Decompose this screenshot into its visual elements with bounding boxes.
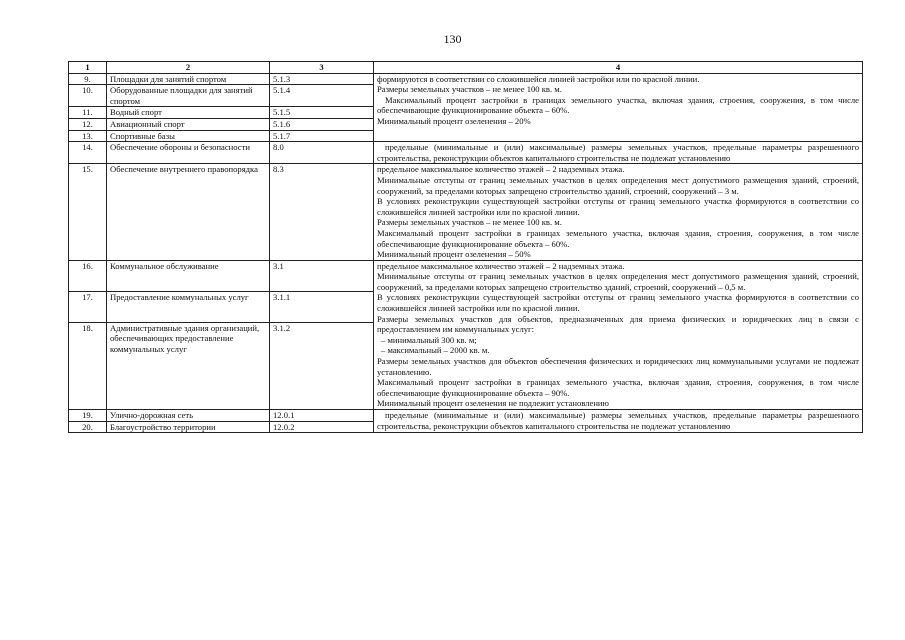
row-code: 12.0.2 bbox=[270, 421, 374, 433]
row-number: 16. bbox=[69, 260, 107, 291]
row-number: 14. bbox=[69, 142, 107, 164]
header-col-1: 1 bbox=[69, 62, 107, 74]
row-params-group-2 bbox=[374, 142, 863, 164]
header-col-3: 3 bbox=[270, 62, 374, 74]
param-list-item: – минимальный 300 кв. м; bbox=[381, 334, 477, 345]
param-text: формируются в соответствии со сложившейся линией застройки или по красной линии. bbox=[377, 73, 700, 84]
row-name: Спортивные базы bbox=[107, 130, 270, 142]
table-row bbox=[69, 73, 863, 85]
row-params-group-3 bbox=[374, 164, 863, 260]
row-name: Водный спорт bbox=[107, 107, 270, 119]
param-text: Размеры земельных участков – не менее 100 кв. м. bbox=[377, 217, 562, 228]
param-text: Размеры земельных участков для объектов, предназначенных для приема физических и юридических лиц в связи с предоставлением им коммунальных услуг: bbox=[377, 313, 859, 335]
param-list-item: – максимальный – 2000 кв. м. bbox=[381, 345, 490, 356]
header-row bbox=[69, 62, 863, 74]
row-code: 5.1.5 bbox=[270, 107, 374, 119]
row-number: 11. bbox=[69, 107, 107, 119]
row-number: 19. bbox=[69, 410, 107, 422]
param-text: Максимальный процент застройки в границах земельного участка, включая здания, строения, сооружения, в том числе обеспечивающие функционирование объекта – 90%. bbox=[377, 377, 859, 398]
row-number: 10. bbox=[69, 85, 107, 107]
row-name: Оборудованные площадки для занятий спортом bbox=[107, 85, 270, 107]
row-number: 12. bbox=[69, 118, 107, 130]
row-code: 12.0.1 bbox=[270, 410, 374, 422]
row-code: 3.1.1 bbox=[270, 291, 374, 322]
row-params-group-5 bbox=[374, 410, 863, 433]
row-code: 5.1.6 bbox=[270, 118, 374, 130]
row-number: 20. bbox=[69, 421, 107, 433]
param-text: Размеры земельных участков для объектов обеспечения физических и юридических лиц коммунальными услугами не подлежат установлению. bbox=[377, 356, 859, 377]
row-name: Административные здания организаций, обеспечивающих предоставление коммунальных услуг bbox=[107, 322, 270, 409]
header-col-2: 2 bbox=[107, 62, 270, 74]
param-text: Минимальный процент озеленения – 50% bbox=[377, 249, 531, 260]
row-code: 5.1.3 bbox=[270, 73, 374, 85]
regulations-table bbox=[68, 61, 863, 433]
param-text: Минимальные отступы от границ земельных участков в целях определения мест допустимого размещения зданий, строений, сооружений, за пределами которых запрещено строительство зданий, строений, сооружений – 3 м. bbox=[377, 174, 859, 196]
param-text: предельные (минимальные и (или) максимальные) размеры земельных участков, предельные параметры разрешенного строительства, реконструкции объектов капитального строительства не подлежат установлению bbox=[377, 142, 859, 163]
row-name: Обеспечение внутреннего правопорядка bbox=[107, 164, 270, 260]
row-code: 8.3 bbox=[270, 164, 374, 260]
table-row bbox=[69, 410, 863, 422]
param-text: Максимальный процент застройки в границах земельного участка, включая здания, строения, сооружения, в том числе обеспечивающие функционирование объекта – 60%. bbox=[377, 227, 859, 249]
page-number: 130 bbox=[443, 32, 462, 46]
row-number: 17. bbox=[69, 291, 107, 322]
row-number: 13. bbox=[69, 130, 107, 142]
row-name: Благоустройство территории bbox=[107, 421, 270, 433]
param-text: Минимальные отступы от границ земельных участков в целях определения мест допустимого размещения зданий, строений, сооружений, за пределами которых запрещено строительство зданий, строений, сооружений – 0,5 м. bbox=[377, 271, 859, 292]
table-row bbox=[69, 164, 863, 260]
header-col-4: 4 bbox=[374, 62, 863, 74]
param-text: предельное максимальное количество этажей – 2 надземных этажа. bbox=[377, 260, 625, 271]
param-text: Минимальный процент озеленения – 20% bbox=[377, 115, 531, 126]
row-name: Предоставление коммунальных услуг bbox=[107, 291, 270, 322]
row-name: Коммунальное обслуживание bbox=[107, 260, 270, 291]
row-code: 3.1 bbox=[270, 260, 374, 291]
row-params-group-4 bbox=[374, 260, 863, 409]
row-params-group-1 bbox=[374, 73, 863, 142]
row-name: Обеспечение обороны и безопасности bbox=[107, 142, 270, 164]
param-text: Размеры земельных участков – не менее 100 кв. м. bbox=[377, 84, 562, 95]
param-text: предельное максимальное количество этажей – 2 надземных этажа. bbox=[377, 164, 625, 175]
row-code: 8.0 bbox=[270, 142, 374, 164]
row-code: 5.1.7 bbox=[270, 130, 374, 142]
row-name: Площадки для занятий спортом bbox=[107, 73, 270, 85]
param-text: В условиях реконструкции существующей застройки отступы от границ земельного участка формируются в соответствии со сложившейся линией застройки или по красной линии. bbox=[377, 292, 859, 314]
param-text: предельные (минимальные и (или) максимальные) размеры земельных участков, предельные параметры разрешенного строительства, реконструкции объектов капитального строительства не подлежат установлению bbox=[377, 410, 859, 431]
param-text: В условиях реконструкции существующей застройки отступы от границ земельного участка формируются в соответствии со сложившейся линией застройки или по красной линии. bbox=[377, 196, 859, 217]
row-name: Авиационный спорт bbox=[107, 118, 270, 130]
table-row bbox=[69, 142, 863, 164]
param-text: Минимальный процент озеленения не подлежит установлению bbox=[377, 398, 609, 409]
table-row bbox=[69, 260, 863, 291]
row-name: Улично-дорожная сеть bbox=[107, 410, 270, 422]
row-number: 18. bbox=[69, 322, 107, 409]
row-code: 5.1.4 bbox=[270, 85, 374, 107]
row-code: 3.1.2 bbox=[270, 322, 374, 409]
param-text: Максимальный процент застройки в границах земельного участка, включая здания, строения, сооружения, в том числе обеспечивающие функционирование объекта – 60%. bbox=[377, 94, 859, 116]
row-number: 9. bbox=[69, 73, 107, 85]
row-number: 15. bbox=[69, 164, 107, 260]
